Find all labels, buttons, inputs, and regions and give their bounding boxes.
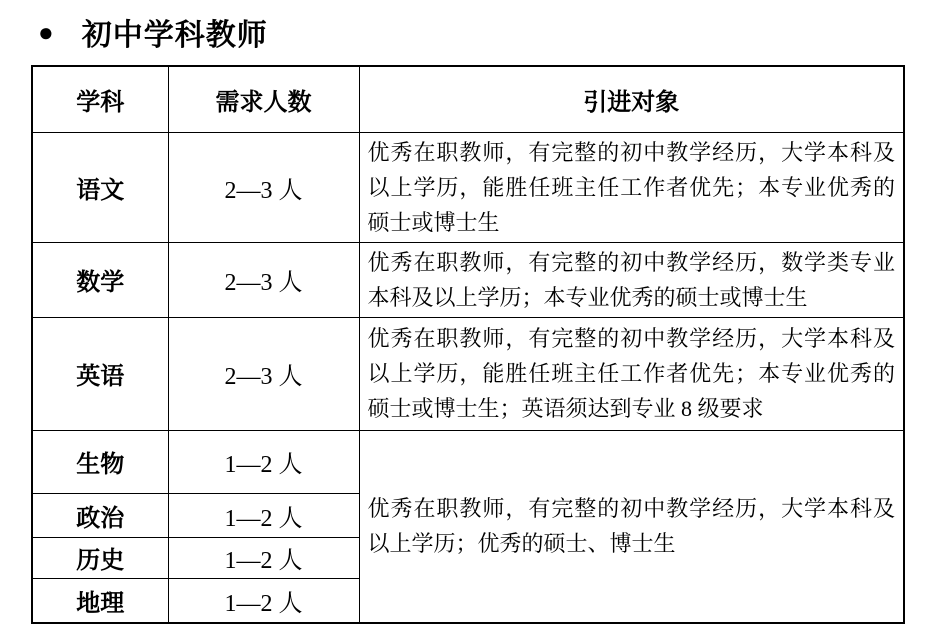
recruitment-table: [31, 65, 905, 624]
count-cell: 2—3 人: [168, 242, 359, 317]
count-cell: 1—2 人: [168, 578, 359, 623]
subject-cell: 英语: [32, 317, 168, 430]
subject-cell: 语文: [32, 132, 168, 242]
table-row: [32, 430, 904, 493]
target-cell: 优秀在职教师，有完整的初中教学经历，数学类专业本科及以上学历；本专业优秀的硕士或博士生: [359, 242, 904, 317]
count-cell: 1—2 人: [168, 537, 359, 578]
count-cell: 2—3 人: [168, 132, 359, 242]
subject-cell: 地理: [32, 578, 168, 623]
page-title: 初中学科教师: [81, 19, 268, 52]
bullet-icon: ●: [38, 17, 54, 47]
count-cell: 1—2 人: [168, 430, 359, 493]
subject-cell: 历史: [32, 537, 168, 578]
header-subject: 学科: [32, 66, 168, 132]
target-cell: 优秀在职教师，有完整的初中教学经历，大学本科及以上学历，能胜任班主任工作者优先；本专业优秀的硕士或博士生: [359, 132, 904, 242]
subject-cell: 政治: [32, 493, 168, 537]
count-cell: 1—2 人: [168, 493, 359, 537]
header-target: 引进对象: [359, 66, 904, 132]
table-row: [32, 242, 904, 317]
header-count: 需求人数: [168, 66, 359, 132]
table-header-row: [32, 66, 904, 132]
section-title: [38, 10, 268, 54]
table-row: [32, 132, 904, 242]
subject-cell: 数学: [32, 242, 168, 317]
target-cell: 优秀在职教师，有完整的初中教学经历，大学本科及以上学历，能胜任班主任工作者优先；本专业优秀的硕士或博士生；英语须达到专业 8 级要求: [359, 317, 904, 430]
merged-target-cell: 优秀在职教师，有完整的初中教学经历，大学本科及以上学历；优秀的硕士、博士生: [359, 430, 904, 623]
count-cell: 2—3 人: [168, 317, 359, 430]
table-row: [32, 317, 904, 430]
subject-cell: 生物: [32, 430, 168, 493]
